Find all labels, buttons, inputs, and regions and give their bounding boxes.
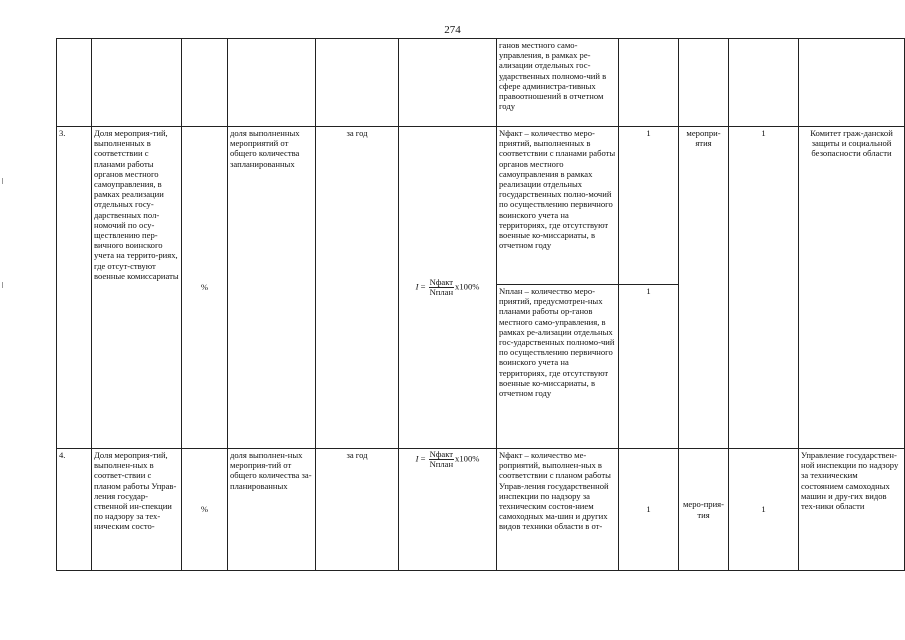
margin-mark <box>2 282 3 288</box>
formula-eq: = <box>420 281 426 292</box>
cell-empty <box>57 39 92 127</box>
variable-code: 1 <box>619 127 679 285</box>
cell-empty <box>679 39 729 127</box>
variable-code: 1 <box>619 449 679 571</box>
formula-denominator: Nплан <box>429 287 454 297</box>
source-unit: меропри-ятия <box>679 127 729 449</box>
indicator-definition: доля выполнен-ных мероприя-тий от общего количества за-планированных <box>228 449 316 571</box>
formula-eq: = <box>420 453 426 464</box>
source-code: 1 <box>729 127 799 449</box>
cell-empty <box>92 39 182 127</box>
variable-description: Nфакт – количество меро-приятий, выполненных в соответствии с планами работы органов местного самоуправления в рамках реализации отдельных государственных полно-мочий по осуществлению первичного воинского учета на территориях, где отсутствуют военные ко-миссариаты, в отчетном году <box>497 127 619 285</box>
margin-mark <box>2 178 3 184</box>
formula-denominator: Nплан <box>429 459 454 469</box>
cell-empty <box>399 39 497 127</box>
indicator-name: Доля мероприя-тий, выполненных в соответствии с планами работы органов местного самоуправления, в рамках реализации отдельных госу-дарственных пол-номочий по осу-ществлению пер-вичного воинского учета на террито-риях, где отсут-ствуют военные комиссариаты <box>92 127 182 449</box>
indicator-formula <box>399 449 497 571</box>
formula-tail: x100% <box>455 281 480 292</box>
cell-empty <box>182 39 228 127</box>
formula-lhs: I <box>415 453 419 464</box>
cell-empty <box>316 39 399 127</box>
indicator-period: за год <box>316 449 399 571</box>
indicator-period: за год <box>316 127 399 449</box>
indicator-unit: % <box>182 449 228 571</box>
formula-tail: x100% <box>455 453 480 464</box>
row-number: 4. <box>57 449 92 571</box>
cell-empty <box>729 39 799 127</box>
responsible-body: Управление государствен-ной инспекции по надзору за техническим состоянием самоходных машин и дру-гих видов тех-ники области <box>799 449 905 571</box>
table-row <box>57 39 905 127</box>
indicator-formula <box>399 127 497 449</box>
source-code: 1 <box>729 449 799 571</box>
row-number: 3. <box>57 127 92 449</box>
formula-lhs: I <box>415 281 419 292</box>
formula-numerator: Nфакт <box>429 449 454 459</box>
formula-numerator: Nфакт <box>429 277 454 287</box>
indicators-table <box>56 38 905 571</box>
indicator-unit: % <box>182 127 228 449</box>
page-number: 274 <box>444 24 461 36</box>
variable-description: Nплан – количество меро-приятий, предусмотрен-ных планами работы ор-ганов местного само-управления, в рамках ре-ализации отдельных гос-ударственных полномо-чий по осуществлению первичного воинского учета на территориях, где отсутствуют военные ко-миссариаты, в отчетном году <box>497 285 619 449</box>
formula-fraction <box>429 278 454 297</box>
cell-empty <box>619 39 679 127</box>
responsible-body: Комитет граж-данской защиты и социальной безопасности области <box>799 127 905 449</box>
cell-empty <box>228 39 316 127</box>
variable-description: Nфакт – количество ме-роприятий, выполнен-ных в соответствии с планом работы Управ-ления государственной инспекции по надзору за техническим состоя-нием самоходных ма-шин и других видов техники области в от- <box>497 449 619 571</box>
formula-fraction <box>429 450 454 469</box>
variable-code: 1 <box>619 285 679 449</box>
cont-indicator-description: ганов местного само-управления, в рамках ре-ализации отдельных гос-ударственных полномо-чий в сфере администра-тивных правоотношений в отчетном году <box>497 39 619 127</box>
indicator-definition: доля выполненных мероприятий от общего количества запланированных <box>228 127 316 449</box>
indicator-name: Доля мероприя-тий, выполнен-ных в соответ-ствии с планом работы Управ-ления государ-ственной ин-спекции по надзору за тех-ническим состо- <box>92 449 182 571</box>
cell-empty <box>799 39 905 127</box>
source-unit: меро-прия-тия <box>679 449 729 571</box>
table-row <box>57 449 905 571</box>
table-row <box>57 127 905 285</box>
